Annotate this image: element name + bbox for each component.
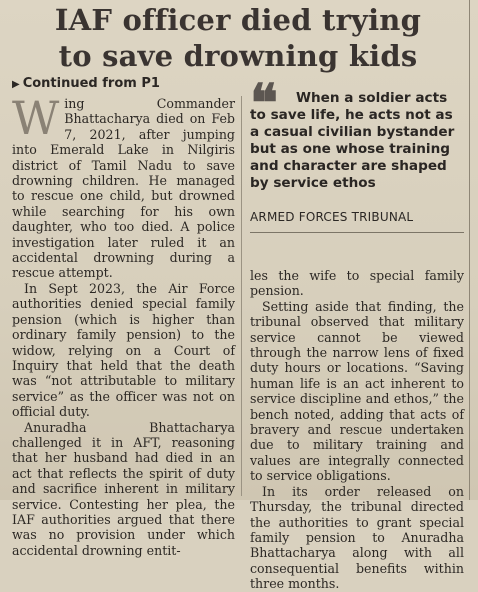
paragraph-1: [12, 91, 235, 281]
paragraph-5: Setting aside that finding, the tribunal observed that military service cannot be viewed through the narrow lens of fixed duty hours or locations. “Saving human life is an act inherent to service discipline and ethos,” the bench noted, adding that acts of bravery and rescue undertaken due to military training and values are integrally connected to service obligations.: [250, 298, 464, 484]
continued-text: Continued from P1: [22, 76, 160, 91]
pull-quote-attribution: ARMED FORCES TRIBUNAL: [250, 210, 414, 224]
pull-quote-rule: [250, 232, 464, 233]
headline-line-1: IAF officer died trying: [54, 3, 422, 37]
paragraph-6: In its order released on Thursday, the tribunal directed the authorities to grant special family pension to Anuradha Bhattacharya along with all consequential benefits within three months.: [250, 483, 464, 592]
paragraph-1-text: ing Commander Bhattacharya died on Feb 7, 2021, after jumping into Emerald Lake in Nilgiris district of Tamil Nadu to save drowning children. He managed to rescue one child, but drowned while searching for his own daughter, who too died. A police investigation later ruled it an accidental drowning during a rescue attempt.: [12, 96, 235, 281]
article-column-left: [12, 91, 235, 558]
paragraph-4: les the wife to special family pension.: [250, 268, 464, 299]
pull-quote: [250, 73, 464, 192]
pull-quote-text: When a soldier acts to save life, he acts not as a casual civilian bystander but as one whose training and character are shaped by service ethos: [250, 90, 455, 191]
headline: [18, 2, 458, 74]
headline-line-2: to save drowning kids: [58, 39, 418, 73]
page-edge-line: [469, 0, 470, 500]
article-column-right: [250, 268, 464, 592]
drop-cap: W: [12, 91, 60, 145]
triangle-right-icon: ▶: [12, 79, 20, 90]
paragraph-2: In Sept 2023, the Air Force authorities denied special family pension (which is higher than ordinary family pension) to the widow, relying on a Court of Inquiry that held that the death was “not attributable to military service” as the officer was not on official duty.: [12, 280, 235, 420]
paragraph-3: Anuradha Bhattacharya challenged it in AFT, reasoning that her husband had died in an act that reflects the spirit of duty and sacrifice inherent in military service. Contesting her plea, the IAF authorities argued that there was no provision under which accidental drowning entit-: [12, 419, 235, 558]
continued-label: [12, 76, 160, 91]
quote-mark-icon: ❝: [250, 73, 278, 134]
column-divider: [241, 96, 242, 496]
